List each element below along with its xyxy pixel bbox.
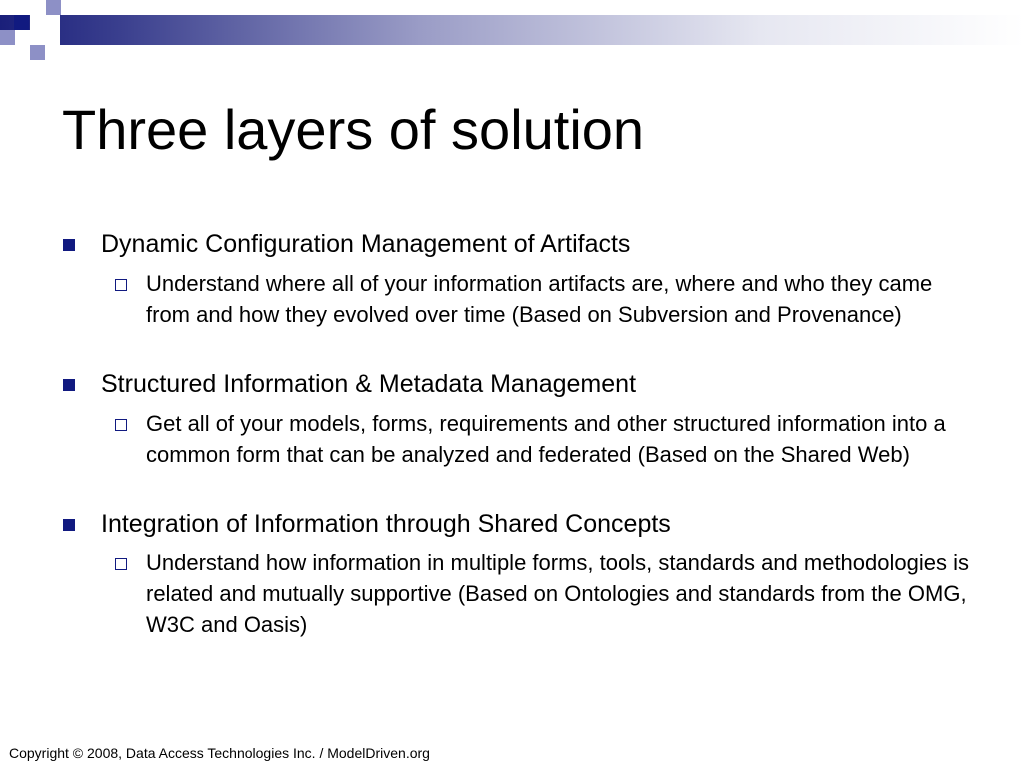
decor-square <box>0 30 15 45</box>
hollow-square-icon <box>115 558 127 570</box>
sub-bullet-text: Get all of your models, forms, requirements and other structured information into a common form that can be analyzed and federated (Based on the Shared Web) <box>146 411 946 467</box>
decor-square <box>46 0 61 15</box>
sub-bullet-text: Understand where all of your information artifacts are, where and who they came from and how they evolved over time (Based on Subversion and Provenance) <box>146 271 933 327</box>
hollow-square-icon <box>115 419 127 431</box>
header-gradient-band <box>0 15 1024 45</box>
bullet-text: Integration of Information through Shared Concepts <box>101 510 671 538</box>
filled-square-icon <box>63 379 75 391</box>
bullet-text: Structured Information & Metadata Management <box>101 370 637 398</box>
hollow-square-icon <box>115 279 127 291</box>
decor-square <box>30 45 45 60</box>
decor-square <box>14 15 29 30</box>
bullet-text: Dynamic Configuration Management of Artifacts <box>101 230 631 258</box>
copyright-footer: Copyright © 2008, Data Access Technologies Inc. / ModelDriven.org <box>9 745 430 761</box>
filled-square-icon <box>63 519 75 531</box>
decor-square <box>14 30 30 46</box>
filled-square-icon <box>63 239 75 251</box>
sub-bullet-text: Understand how information in multiple forms, tools, standards and methodologies is related and mutually supportive (Based on Ontologies and standards from the OMG, W3C and Oasis) <box>146 550 969 637</box>
slide-title: Three layers of solution <box>62 98 645 161</box>
